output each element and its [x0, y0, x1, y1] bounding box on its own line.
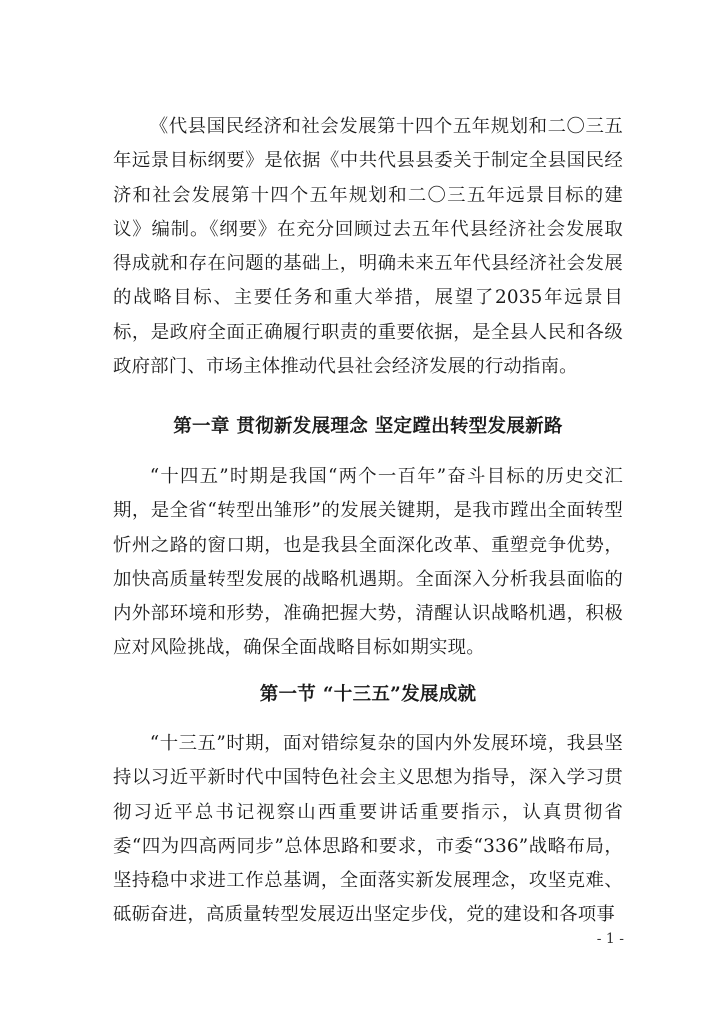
chapter-heading: 第一章 贯彻新发展理念 坚定蹚出转型发展新路 [173, 416, 563, 437]
page-number: - 1 - [596, 931, 624, 947]
chapter-paragraph: “十四五”时期是我国“两个一百年”奋斗目标的历史交汇期，是全省“转型出雏形”的发展关键期，是我市蹚出全面转型忻州之路的窗口期，也是我县全面深化改革、重塑竞争优势，加快高质量转型发展的战略机遇期。全面深入分析我县面临的内外部环境和形势，准确把握大势，清醒认识战略机遇，积极应对风险挑战，确保全面战略目标如期实现。 [113, 466, 623, 659]
intro-paragraph: 《代县国民经济和社会发展第十四个五年规划和二〇三五年远景目标纲要》是依据《中共代县县委关于制定全县国民经济和社会发展第十四个五年规划和二〇三五年远景目标的建议》编制。《纲要》在充分回顾过去五年代县经济社会发展取得成就和存在问题的基础上，明确未来五年代县经济社会发展的战略目标、主要任务和重大举措，展望了2035年远景目标，是政府全面正确履行职责的重要依据，是全县人民和各级政府部门、市场主体推动代县社会经济发展的行动指南。 [113, 116, 623, 378]
section-body [113, 727, 623, 933]
intro-section [113, 110, 623, 384]
chapter-section [113, 460, 623, 666]
section-paragraph: “十三五”时期，面对错综复杂的国内外发展环境，我县坚持以习近平新时代中国特色社会主义思想为指导，深入学习贯彻习近平总书记视察山西重要讲话重要指示，认真贯彻省委“四为四高两同步”总体思路和要求，市委“336”战略布局，坚持稳中求进工作总基调，全面落实新发展理念，攻坚克难、砥砺奋进，高质量转型发展迈出坚定步伐，党的建设和各项事 [113, 733, 623, 926]
section-heading: 第一节 “十三五”发展成就 [259, 684, 477, 705]
